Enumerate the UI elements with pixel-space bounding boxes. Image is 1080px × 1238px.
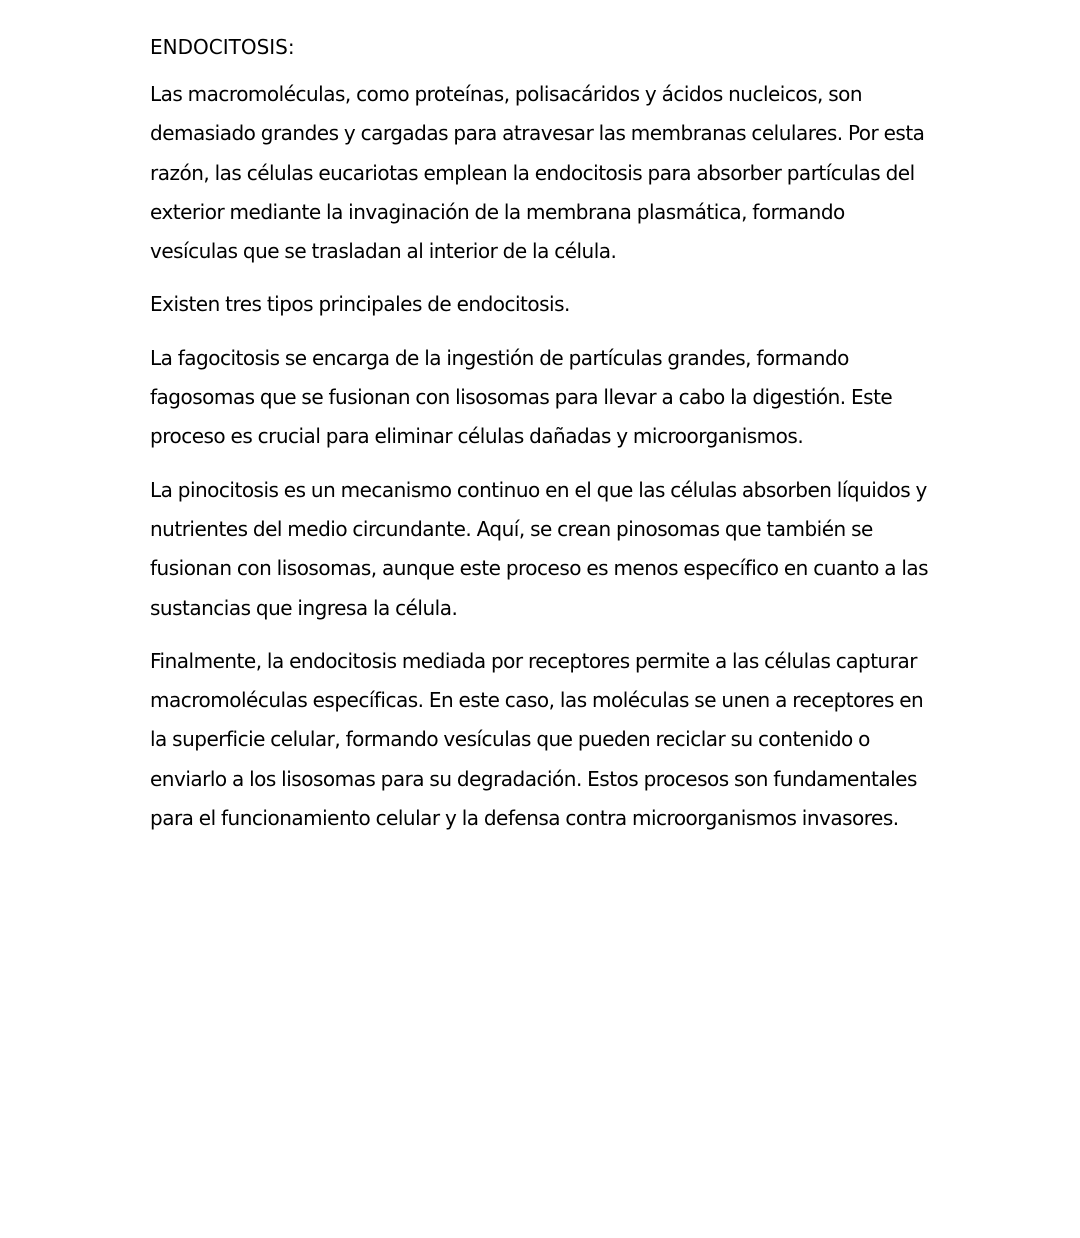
paragraph-receptor-mediated: Finalmente, la endocitosis mediada por receptores permite a las células capturar macromoléculas específicas. En este caso, las moléculas se unen a receptores en la superficie celular, formando vesículas que pueden reciclar su contenido o enviarlo a los lisosomas para su degradación. Estos procesos son fundamentales para el funcionamiento celular y la defensa contra microorganismos invasores. — [150, 648, 924, 831]
document-title: ENDOCITOSIS: — [150, 35, 295, 59]
paragraph-phagocytosis: La fagocitosis se encarga de la ingestión de partículas grandes, formando fagosomas que se fusionan con lisosomas para llevar a cabo la digestión. Este proceso es crucial para eliminar células dañadas y microorganismos. — [150, 345, 893, 449]
paragraph-types: Existen tres tipos principales de endocitosis. — [150, 292, 570, 317]
paragraph-intro: Las macromoléculas, como proteínas, polisacáridos y ácidos nucleicos, son demasiado grandes y cargadas para atravesar las membranas celulares. Por esta razón, las células eucariotas emplean la endocitosis para absorber partículas del exterior mediante la invaginación de la membrana plasmática, formando vesículas que se trasladan al interior de la célula. — [150, 82, 925, 264]
paragraph-pinocytosis: La pinocitosis es un mecanismo continuo en el que las células absorben líquidos y nutrientes del medio circundante. Aquí, se crean pinosomas que también se fusionan con lisosomas, aunque este proceso es menos específico en cuanto a las sustancias que ingresa la célula. — [150, 477, 929, 620]
